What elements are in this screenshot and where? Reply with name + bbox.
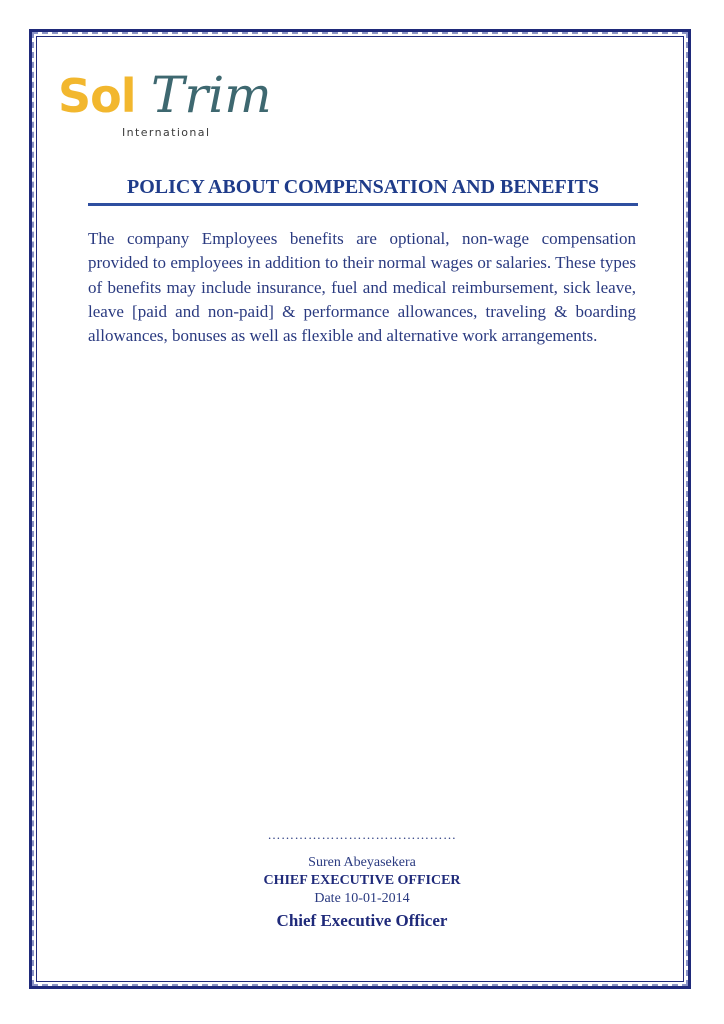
- document-title: POLICY ABOUT COMPENSATION AND BENEFITS: [127, 176, 599, 198]
- signatory-title: CHIEF EXECUTIVE OFFICER: [263, 873, 461, 888]
- logo-text-sol: Sol: [58, 69, 136, 123]
- title-underline: [88, 203, 638, 206]
- signature-line: ……………………………………: [267, 827, 457, 842]
- signature-date: Date 10-01-2014: [314, 891, 410, 906]
- signature-block: [222, 826, 502, 932]
- company-logo: [58, 68, 298, 148]
- signatory-name: Suren Abeyasekera: [308, 855, 416, 870]
- logo-subtitle: International: [122, 126, 211, 139]
- logo-text-trim: Trim: [151, 66, 272, 124]
- policy-body-text: The company Employees benefits are optional, non-wage compensation provided to employees in addition to their normal wages or salaries. These types of benefits may include insurance, fuel and medical reimbursement, sick leave, leave [paid and non-paid] & performance allowances, traveling & boarding allowances, bonuses as well as flexible and alternative work arrangements.: [88, 229, 636, 346]
- signatory-role-footer: Chief Executive Officer: [276, 911, 448, 930]
